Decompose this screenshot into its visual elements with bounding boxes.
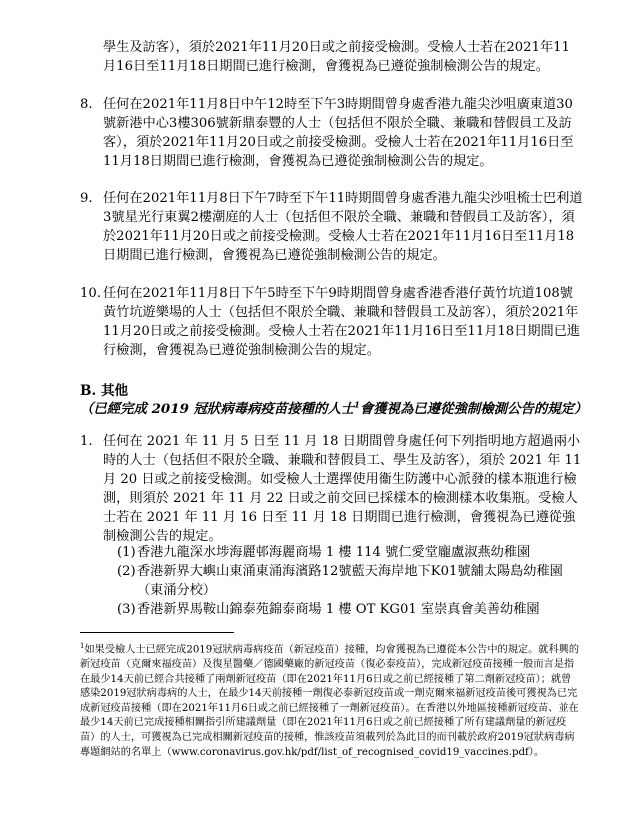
item-text: 任何在2021年11月8日下午7時至下午11時期間曾身處香港九龍尖沙咀梳士巴利道3號星光行東翼2樓潮庭的人士（包括但不限於全職、兼職和替假員工及訪客），須於2021年11月20日或之前接受檢測。受檢人士若在2021年11月16日至11月18日期間已進行檢測，會獲視為已遵從強制檢測公告的規定。: [103, 191, 583, 263]
section-b-subheading: [80, 398, 590, 417]
item-number: 10.: [80, 286, 101, 301]
item-number: 9.: [80, 191, 93, 206]
footnote-marker: 1: [80, 642, 85, 650]
item-number: 8.: [80, 97, 93, 112]
footnote-divider: [80, 632, 234, 633]
place-number: (2): [117, 564, 136, 579]
place-list: [117, 543, 587, 619]
place-item: [117, 600, 587, 619]
list-item-9: [80, 189, 588, 265]
list-item-10: [80, 284, 588, 360]
item-text: 任何在2021年11月8日中午12時至下午3時期間曾身處香港九龍尖沙咀廣東道30號新港中心3樓306號新鼎泰豐的人士（包括但不限於全職、兼職和替假員工及訪客），須於2021年11月20日或之前接受檢測。受檢人士若在2021年11月16日至11月18日期間已進行檢測，會獲視為已遵從強制檢測公告的規定。: [103, 97, 574, 169]
place-number: (3): [117, 602, 136, 617]
footnote-text: 如果受檢人士已經完成2019冠狀病毒病疫苗（新冠疫苗）接種，均會獲視為已遵從本公告中的規定。就科興的新冠疫苗（克爾來福疫苗）及復星醫藥／德國藥廠的新冠疫苗（復必泰疫苗），完成新冠疫苗接種一般而言是指在最少14天前已經合共接種了兩劑新冠疫苗（即在2021年11月6日或之前已經接種了第二劑新冠疫苗）；就曾感染2019冠狀病毒病的人士，在最少14天前接種一劑復必泰新冠疫苗或一劑克爾來福新冠疫苗後可獲視為已完成新冠疫苗接種（即在2021年11月6日或之前已經接種了一劑新冠疫苗）。在香港以外地區接種新冠疫苗、並在最少14天前已完成接種相關指引所建議劑量（即在2021年11月6日或之前已經接種了所有建議劑量的新冠疫苗）的人士，可獲視為已完成相關新冠疫苗的接種，惟該疫苗須載列於為此目的而刊載於政府2019冠狀病毒病專題網站的名單上（www.coronavirus.gov.hk/pdf/list_of_recognised_covid19_vaccines.pdf）。: [80, 644, 580, 758]
section-b-heading: B. 其他: [80, 383, 129, 399]
footnote: [80, 639, 580, 760]
place-text: 香港新界馬鞍山錦泰苑錦泰商場 1 樓 OT KG01 室崇真會美善幼稚園: [137, 602, 540, 617]
subheading-part1: （已經完成 2019 冠狀病毒病疫苗接種的人士: [80, 401, 355, 417]
list-item-8: [80, 95, 588, 171]
item-number: 1.: [80, 434, 93, 449]
item-text: 任何在 2021 年 11 月 5 日至 11 月 18 日期間曾身處任何下列指明地方超過兩小時的人士（包括但不限於全職、兼職和替假員工、學生及訪客），須於 2021 年 11 月 20 日或之前接受檢測。如受檢人士選擇使用衞生防護中心派發的樣本瓶進行檢測，則須於 2021 年 11 月 22 日或之前交回已採樣本的檢測樣本收集瓶。受檢人士若在 2021 年 11 月 16 日至 11 月 18 日期間已進行檢測，會獲視為已遵從強制檢測公告的規定。: [103, 434, 582, 544]
place-text: 香港新界大嶼山東涌東涌海濱路12號藍天海岸地下K01號舖太陽島幼稚園（東涌分校）: [137, 564, 563, 598]
footnote-reference: 1: [354, 399, 360, 410]
place-text: 香港九龍深水埗海麗邨海麗商場 1 樓 114 號仁愛堂龐盧淑燕幼稚園: [137, 545, 531, 560]
place-item: [117, 562, 587, 600]
section-b-item-1: [80, 432, 590, 546]
continued-paragraph: 學生及訪客），須於2021年11月20日或之前接受檢測。受檢人士若在2021年11月16日至11月18日期間已進行檢測，會獲視為已遵從強制檢測公告的規定。: [103, 40, 570, 74]
item-text: 任何在2021年11月8日下午5時至下午9時期間曾身處香港香港仔黃竹坑道108號黃竹坑遊樂場的人士（包括但不限於全職、兼職和替假員工及訪客），須於2021年11月20日或之前接受檢測。受檢人士若在2021年11月16日至11月18日期間已進行檢測，會獲視為已遵從強制檢測公告的規定。: [103, 286, 581, 358]
place-number: (1): [117, 545, 136, 560]
place-item: [117, 543, 587, 562]
subheading-part2: 會獲視為已遵從強制檢測公告的規定）: [359, 401, 588, 417]
